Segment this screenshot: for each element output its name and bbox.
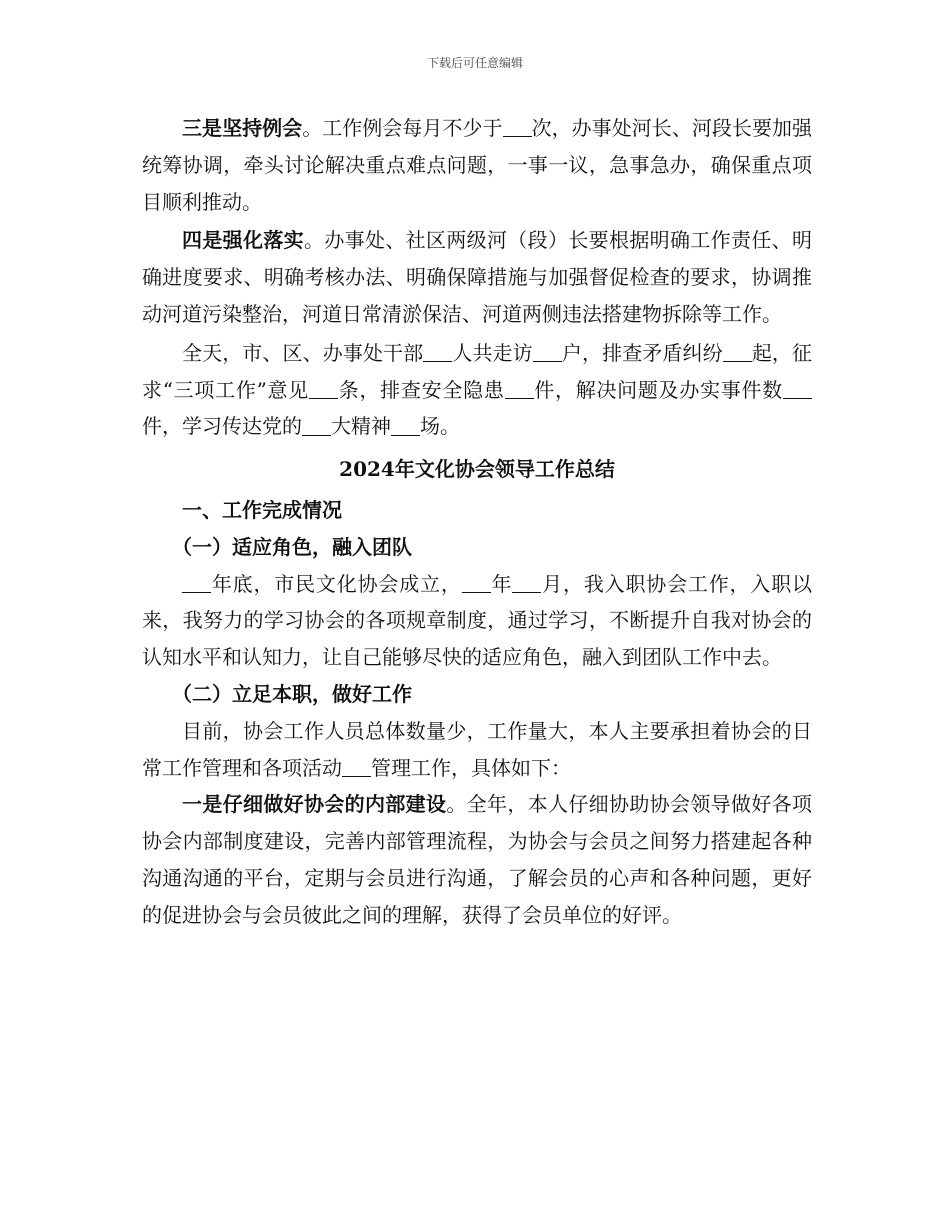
fill-blank (342, 756, 371, 777)
paragraph-current-status (142, 713, 812, 787)
paragraph-text: 件，解决问题及办实事件数 (533, 377, 784, 402)
document-body (142, 110, 812, 934)
paragraph-text: 次，办事处河长、河段长要加强统筹协调，牵头讨论解决重点难点问题，一事一议，急事急办，确保重点项目顺利推动。 (142, 116, 813, 214)
fill-blank (783, 378, 812, 399)
paragraph-text: 管理工作，具体如下： (371, 755, 571, 780)
paragraph-text: 全天，市、区、办事处干部 (182, 340, 424, 365)
paragraph-statistics (142, 335, 812, 445)
fill-blank (182, 572, 211, 593)
paragraph-text: 月，我入职协会工作，入职以来，我努力的学习协会的各项规章制度，通过学习，不断提升自我对协会的认知水平和认知力，让自己能够尽快的适应角色，融入到团队工作中去。 (142, 571, 813, 670)
fill-blank (462, 572, 491, 593)
fill-blank (391, 415, 420, 436)
fill-blank (723, 341, 752, 362)
paragraph-implementation (142, 222, 812, 332)
paragraph-internal-building (142, 786, 812, 933)
paragraph-regular-meetings (142, 110, 812, 220)
paragraph-lead: 三是坚持例会 (182, 116, 303, 140)
fill-blank (512, 572, 541, 593)
paragraph-text: 年 (490, 571, 513, 596)
fill-blank (503, 116, 532, 137)
paragraph-text: 目前，协会工作人员总体数量少，工作量大，本人主要承担着协会的日常工作管理和各项活动 (142, 718, 812, 780)
paragraph-text: 条，排查安全隐患 (338, 377, 505, 402)
fill-blank (302, 415, 331, 436)
paragraph-text: 件，学习传达党的 (142, 414, 302, 439)
paragraph-text: 大精神 (331, 414, 391, 439)
paragraph-text: 。全年，本人仔细协助协会领导做好各项协会内部制度建设，完善内部管理流程，为协会与会员之间努力搭建起各种沟通沟通的平台，定期与会员进行沟通，了解会员的心声和各种问题，更好的促进协会与会员彼此之间的理解，获得了会员单位的好评。 (142, 792, 813, 927)
paragraph-text: 人共走访 (452, 340, 533, 365)
paragraph-lead: 一是仔细做好协会的内部建设 (182, 792, 447, 817)
section-heading: 一、工作完成情况 (182, 497, 342, 522)
fill-blank (309, 378, 338, 399)
paragraph-text: 户，排查矛盾纠纷 (561, 340, 723, 365)
subsection-heading: （二）立足本职，做好工作 (172, 681, 412, 706)
paragraph-text: 年底，市民文化协会成立， (211, 571, 462, 596)
fill-blank (505, 378, 534, 399)
page-header: 下载后可任意编辑 (426, 56, 523, 70)
fill-blank (533, 341, 562, 362)
fill-blank (423, 341, 452, 362)
paragraph-text: 起，征求“三项工作”意见 (142, 340, 813, 402)
paragraph-text: 。办事处、社区两级河（段）长要根据明确工作责任、明确进度要求、明确考核办法、明确保障措施与加强督促检查的要求，协调推动河道污染整治，河道日常清淤保洁、河道两侧违法搭建物拆除等工作。 (142, 228, 812, 326)
paragraph-text: 。工作例会每月不少于 (302, 116, 503, 140)
document-title: 2024年文化协会领导工作总结 (339, 457, 615, 482)
paragraph-text: 场。 (420, 414, 460, 439)
subsection-heading: （一）适应角色，融入团队 (172, 534, 412, 559)
paragraph-lead: 四是强化落实 (182, 228, 304, 253)
paragraph-joining (142, 566, 812, 676)
